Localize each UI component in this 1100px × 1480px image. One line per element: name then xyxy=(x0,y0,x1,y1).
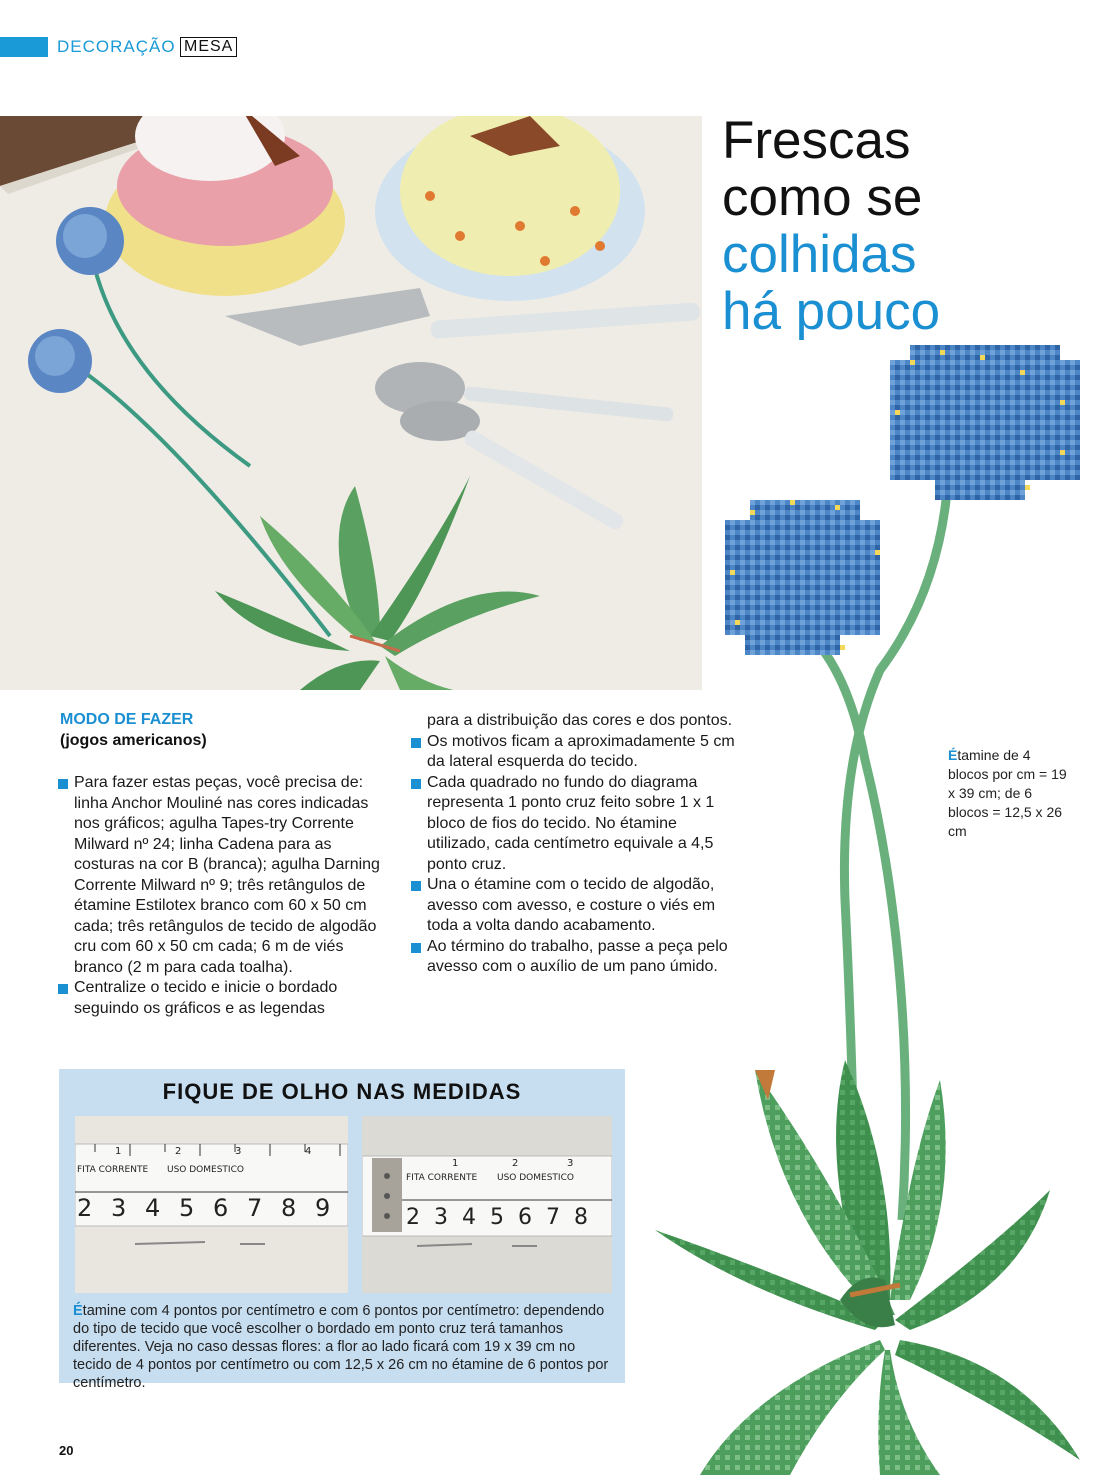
instruction-item: Centralize o tecido e inicie o bordado seguindo os gráficos e as legendas xyxy=(58,978,388,1019)
placemat-photo xyxy=(0,116,702,690)
tape2-brand: FITA CORRENTE xyxy=(406,1173,478,1183)
bullet-square-icon xyxy=(58,779,68,789)
instruction-item: Para fazer estas peças, você precisa de: linha Anchor Mouliné nas cores indicadas nos gráficos; agulha Tapes-try Corrente Milward nº 24; linha Cadena para as costuras na cor B (branca); agulha Darning Corrente Milward nº 9; três retângulos de étamine Estilotex branco com 60 x 50 cm cada; três retângulos de tecido de algodão cru com 60 x 50 cm cada; 6 m de viés branco (2 m para cada toalha). xyxy=(58,773,388,978)
tape1-top-number: 2 xyxy=(175,1146,182,1157)
instruction-item: Ao término do trabalho, passe a peça pelo avesso com o auxílio de um pano úmido. xyxy=(411,937,741,978)
instruction-item: Una o étamine com o tecido de algodão, avesso com avesso, e costure o viés em toda a volta dando acabamento. xyxy=(411,875,741,937)
tape-photo-6-points xyxy=(362,1116,612,1293)
instruction-continuation: para a distribuição das cores e dos pontos. xyxy=(427,712,733,729)
tape1-big-number: 8 xyxy=(281,1194,297,1222)
box-title: FIQUE DE OLHO NAS MEDIDAS xyxy=(162,1079,522,1104)
tape1-top-number: 4 xyxy=(305,1146,312,1157)
box-text-initial: É xyxy=(73,1303,83,1319)
tape1-big-number: 5 xyxy=(179,1194,195,1222)
title-line-4: há pouco xyxy=(722,282,941,341)
tape1-big-number: 4 xyxy=(145,1194,161,1222)
header-subsection: MESA xyxy=(180,37,237,57)
box-text-body: tamine com 4 pontos por centímetro e com 6 pontos por centímetro: dependendo do tipo de tecido que você escolher o bordado em ponto cruz terá tamanhos diferentes. Veja no caso dessas flores: a flor ao lado ficará com 19 x 39 cm no tecido de 4 pontos por centímetro ou com 12,5 x 26 cm no étamine de 6 pontos por centímetro. xyxy=(73,1303,609,1391)
box-text xyxy=(73,1302,613,1392)
tape1-use: USO DOMESTICO xyxy=(167,1165,244,1175)
tape2-top-number: 2 xyxy=(512,1158,519,1169)
measure-note xyxy=(948,746,1068,841)
tape-photo-4-points xyxy=(75,1116,348,1293)
tape2-big-number: 3 xyxy=(434,1205,448,1230)
bullet-square-icon xyxy=(58,984,68,994)
header-accent-bar xyxy=(0,37,48,57)
tape2-big-number: 8 xyxy=(574,1205,588,1230)
page-number: 20 xyxy=(59,1443,74,1458)
page-title xyxy=(722,112,1092,340)
header-section: DECORAÇÃO xyxy=(57,37,176,56)
measure-note-text: tamine de 4 blocos por cm = 19 x 39 cm; de 6 blocos = 12,5 x 26 cm xyxy=(948,747,1067,839)
instructions-column-2 xyxy=(411,711,741,978)
tape2-top-number: 3 xyxy=(567,1158,574,1169)
instruction-item: Cada quadrado no fundo do diagrama representa 1 ponto cruz feito sobre 1 x 1 bloco de fios do tecido. No étamine utilizado, cada centímetro equivale a 4,5 ponto cruz. xyxy=(411,773,741,876)
tape2-use: USO DOMESTICO xyxy=(497,1173,574,1183)
tape1-brand: FITA CORRENTE xyxy=(77,1165,149,1175)
tape1-big-number: 6 xyxy=(213,1194,229,1222)
bullet-square-icon xyxy=(411,779,421,789)
tape2-big-number: 2 xyxy=(406,1205,420,1230)
title-line-2: como se xyxy=(722,168,923,227)
instruction-item: Os motivos ficam a aproximadamente 5 cm da lateral esquerda do tecido. xyxy=(411,732,741,773)
tape2-big-number: 6 xyxy=(518,1205,532,1230)
tape1-big-number: 3 xyxy=(111,1194,127,1222)
tape1-top-number: 3 xyxy=(235,1146,242,1157)
instructions-column-1 xyxy=(58,773,388,1019)
bullet-square-icon xyxy=(411,738,421,748)
measure-tip-box xyxy=(59,1069,625,1391)
bullet-square-icon xyxy=(411,943,421,953)
tape1-big-number: 7 xyxy=(247,1194,263,1222)
tape2-big-number: 5 xyxy=(490,1205,504,1230)
tape1-top-number: 1 xyxy=(115,1146,122,1157)
tape2-top-number: 1 xyxy=(452,1158,459,1169)
tape2-big-number: 7 xyxy=(546,1205,560,1230)
measure-note-initial: É xyxy=(948,747,958,763)
instructions-title: MODO DE FAZER xyxy=(60,711,194,728)
tape1-big-number: 2 xyxy=(77,1194,93,1222)
tape2-big-number: 4 xyxy=(462,1205,476,1230)
bullet-square-icon xyxy=(411,881,421,891)
title-line-3: colhidas xyxy=(722,225,917,284)
tape1-big-number: 9 xyxy=(315,1194,331,1222)
instructions-subtitle: (jogos americanos) xyxy=(60,732,207,749)
title-line-1: Frescas xyxy=(722,111,911,170)
